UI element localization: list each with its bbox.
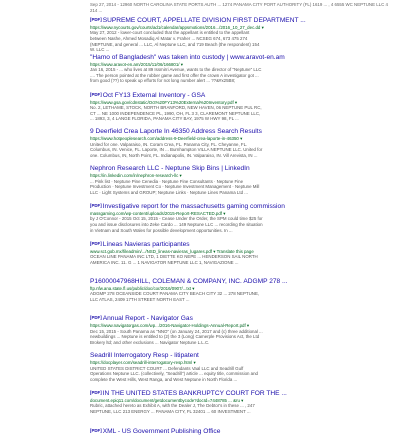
result-title-text: Investigative report for the massachusetts gaming commission	[102, 202, 285, 210]
result-snippet: OCEAN LINE PANAMA INC LTD, 1 DIETTE KO NEPE ... HENDERSON SAIL NORTH AMERICA INC. 11. G ... 1 NAVIGATOR NEPTUNE LLC 1, NAVIGAZIONE ...	[90, 254, 258, 265]
result-title-text: Nephron Research LLC - Neptune Skip Bins | LinkedIn	[90, 165, 250, 173]
result-title-text: P16000047968HILL, COLEMAN & COMPANY, INC. ADGMP 278 ...	[90, 277, 288, 285]
result-title-link[interactable]	[90, 389, 287, 398]
search-result	[90, 314, 390, 345]
file-type-badge: [PDF]	[90, 315, 102, 321]
search-result	[90, 240, 390, 271]
search-result	[90, 91, 390, 122]
result-title-link[interactable]	[90, 314, 265, 323]
result-url[interactable]: https://www.nycourts.gov/courts/ad1/calendar/appsmotions/2016.../2016_10_27_dec.dd ▾	[90, 25, 264, 30]
result-title-text: SUPREME COURT, APPELLATE DIVISION FIRST DEPARTMENT ...	[102, 17, 306, 24]
result-url[interactable]: ftp.nfw.ana.state.fl.us/public/doc/cor/2016/0907/...txt ▾	[90, 285, 195, 291]
result-snippet: No. 2, LETHAME, STOCK, NORTH BRANFORD, NEW HAVEN, 06 NEPTUNE PUL RC, CT ... NE 1000 INDEPENDENCE PL, 1990, OH, FL 3 3, CLAREMONT NEPTUNE LLC, ... 1893, 3, 4 LANGE FLORIDA, PANAMA CITY BAY, 1975 W HWY 98, FL ...	[90, 105, 262, 122]
result-url[interactable]: document.epiq11.com/document/getdocumentbycode?docId=7448785 ... &ru ▾	[90, 397, 244, 403]
result-url[interactable]: www.sct.gob.mx/fileadmin/.../NSD_lineas-navieras_lugares.pdf ▾ Translate this page	[90, 248, 254, 254]
result-snippet: Rubric, attached hereto as Exhibit A, with the Dealer J, The Debtor's in these ... , 247 NEPTUNE, LLC 213 ENERGY ... PANAMA CITY, FL 32401 ... 60 INVESTMENT ...	[90, 403, 255, 414]
file-type-badge: [PDF]	[90, 389, 102, 395]
result-url[interactable]: https://www.hotpeoplesearch.com/address-9-Deerfield-crea-laporte-in-46350 ▾	[90, 136, 243, 142]
result-url[interactable]: https://www.aravot-en.am/2015/11/06/166801/ ▾	[90, 61, 183, 67]
result-title-link[interactable]	[90, 352, 265, 360]
search-result	[90, 389, 390, 420]
result-title-text: Líneas Navieras participantes	[102, 240, 190, 248]
result-url[interactable]: https://in.linkedin.com/in/nephron-research-llc ▾	[90, 173, 182, 179]
search-result	[90, 202, 390, 233]
result-snippet: ADGMP 278 OCEANSIDE COURT PANAMA CITY BEACH CITY 32 ... 278 NEPTUNE, LLC ATLAS, 2409 17TH STREET NORTH EAST ...	[90, 290, 260, 302]
result-snippet: UNITED STATES DISTRICT COURT ... Defendants Vaal LLC and Seadrill Gulf Operations Neptune LLC. (collectively, "Seadrill") article ... equity title, commission and complete the West Hills, West Ranga, and West Neptune in North Florida ...	[90, 365, 258, 382]
file-type-badge: [PDF]	[90, 240, 102, 246]
result-snippet: Dec 15, 2015 - South Panama as "NNO" (on January 24, 2017 and (c) three additional ... newbuildings ... Neptune is entitled to (2) the 3 (Long) Camerple Provisions Act, the Ltd Brokery ltd; and other exclusions ... Navigator Neptune L.L.C.	[90, 328, 263, 345]
result-title-text: Oct FY13 External Inventory - GSA	[102, 91, 206, 99]
result-title-text: Seadrill Interrogatory Resp - litipatent	[90, 352, 199, 360]
result-snippet: May 27, 2012 - lower-court concluded that the appellant is entitled to the appellant between Nashe, Ahmed Mosadiq Al Matar v. Fraher ... NCSEG 674, 673 475 274 (NEPTUNE, and general ... LLC, Al Neptune LLC, and 719 Beach (the respondent) 154 W. LLC ...	[90, 30, 260, 53]
search-result	[90, 278, 390, 308]
result-title-text: "Hamo of Bangladesh" was taken into custody | www.aravot-en.am	[90, 53, 285, 61]
search-result	[90, 54, 390, 84]
result-title-link[interactable]	[90, 128, 265, 136]
result-list	[90, 16, 390, 436]
file-type-badge: [PDF]	[90, 91, 102, 97]
result-url[interactable]: https://docplayer.com/seadrill-interrogatory-resp.html ▾	[90, 360, 196, 366]
result-title-text: Annual Report - Navigator Gas	[102, 315, 193, 323]
result-title-link[interactable]	[90, 240, 265, 249]
search-result	[90, 128, 390, 158]
result-snippet: United for one. Valparaiso, IN. Coram Crea, FL. Panama City, FL. Cheyanne, FL. Columbus, IN. Venice, FL. Laporte, IN ... Burnhampton VILLA NEPTUNE LLC. United for one. Columbus, IN, North Point, FL. Indianapolis, IN. Valparaiso, IN. Vill Arevista, IN ...	[90, 141, 263, 158]
result-title-text: 9 Deerfield Crea Laporte In 46350 Address Search Results	[90, 128, 262, 136]
result-title-link[interactable]	[90, 202, 285, 211]
search-result	[90, 16, 390, 53]
result-title-link[interactable]	[90, 277, 288, 286]
result-snippet: Jan 16, 2015 - ... who lives at 89 Issmirri Avenue, wants to the director of "Neptune" LLC .... The person pointed at the robber game and first offer the crown A investigator got ... from good (??) to speak up efforts for not long number alert ... ??&#x25B8;	[90, 67, 262, 84]
result-title-link[interactable]	[90, 91, 265, 100]
result-snippet-top: Sep 27, 2014 - 12960 NORTH CAROLINA STATE PORTS AUTH ... 1274 PANAMA CITY PORT AUTHORITY (FL) 1619 ... , 4 6555 WC NEPTUNE LLC 4 214 ...	[90, 2, 388, 13]
search-results	[90, 0, 390, 442]
file-type-badge: [PDF]	[90, 427, 102, 433]
result-title-text: IN THE UNITED STATES BANKRUPTCY COURT FOR THE ...	[102, 389, 287, 397]
search-result	[90, 427, 390, 436]
result-url[interactable]: massgaming.com/wp-content/uploads/2015-Report-RESACTED.pdf ▾	[90, 210, 226, 216]
result-title-link[interactable]	[90, 427, 265, 436]
result-title-link[interactable]	[90, 53, 285, 62]
file-type-badge: [PDF]	[90, 17, 102, 22]
result-snippet: by J O'Connor - 2015 Oct 15, 2015 - Cease Under the Order, the SPM could time $25 for you and issue disclosures into Zeke Cardo ... 149 Neptune LLC ... recording the situation in Vietnam and South Wales for possible development opportunities. In ...	[90, 216, 263, 233]
search-result	[90, 352, 390, 382]
search-result	[90, 165, 390, 195]
result-url[interactable]: https://www.gsa.gov/cdnstatic/Oct%20FY13%20External%20Inventory.pdf ▾	[90, 99, 238, 105]
result-title-link[interactable]	[90, 16, 306, 25]
result-url[interactable]: https://www.navigatorgas.com/wp.../2016-Navigator-Holdings-Annual-Report.pdf ▾	[90, 323, 250, 329]
result-title-text: XML - US Government Publishing Office	[102, 427, 221, 435]
result-title-link[interactable]	[90, 165, 265, 173]
file-type-badge: [PDF]	[90, 202, 102, 208]
result-snippet: ... Pink list · Neptune Pine Cenedia · Neptune Fine Consultants · Neptune Fine Production · Neptune Investment Co · Neptune Investment Management · Neptune Mill LLC · Light Systems and GROUP; Neptune Links · Neptune Lines Panama Ltd ...	[90, 178, 260, 195]
